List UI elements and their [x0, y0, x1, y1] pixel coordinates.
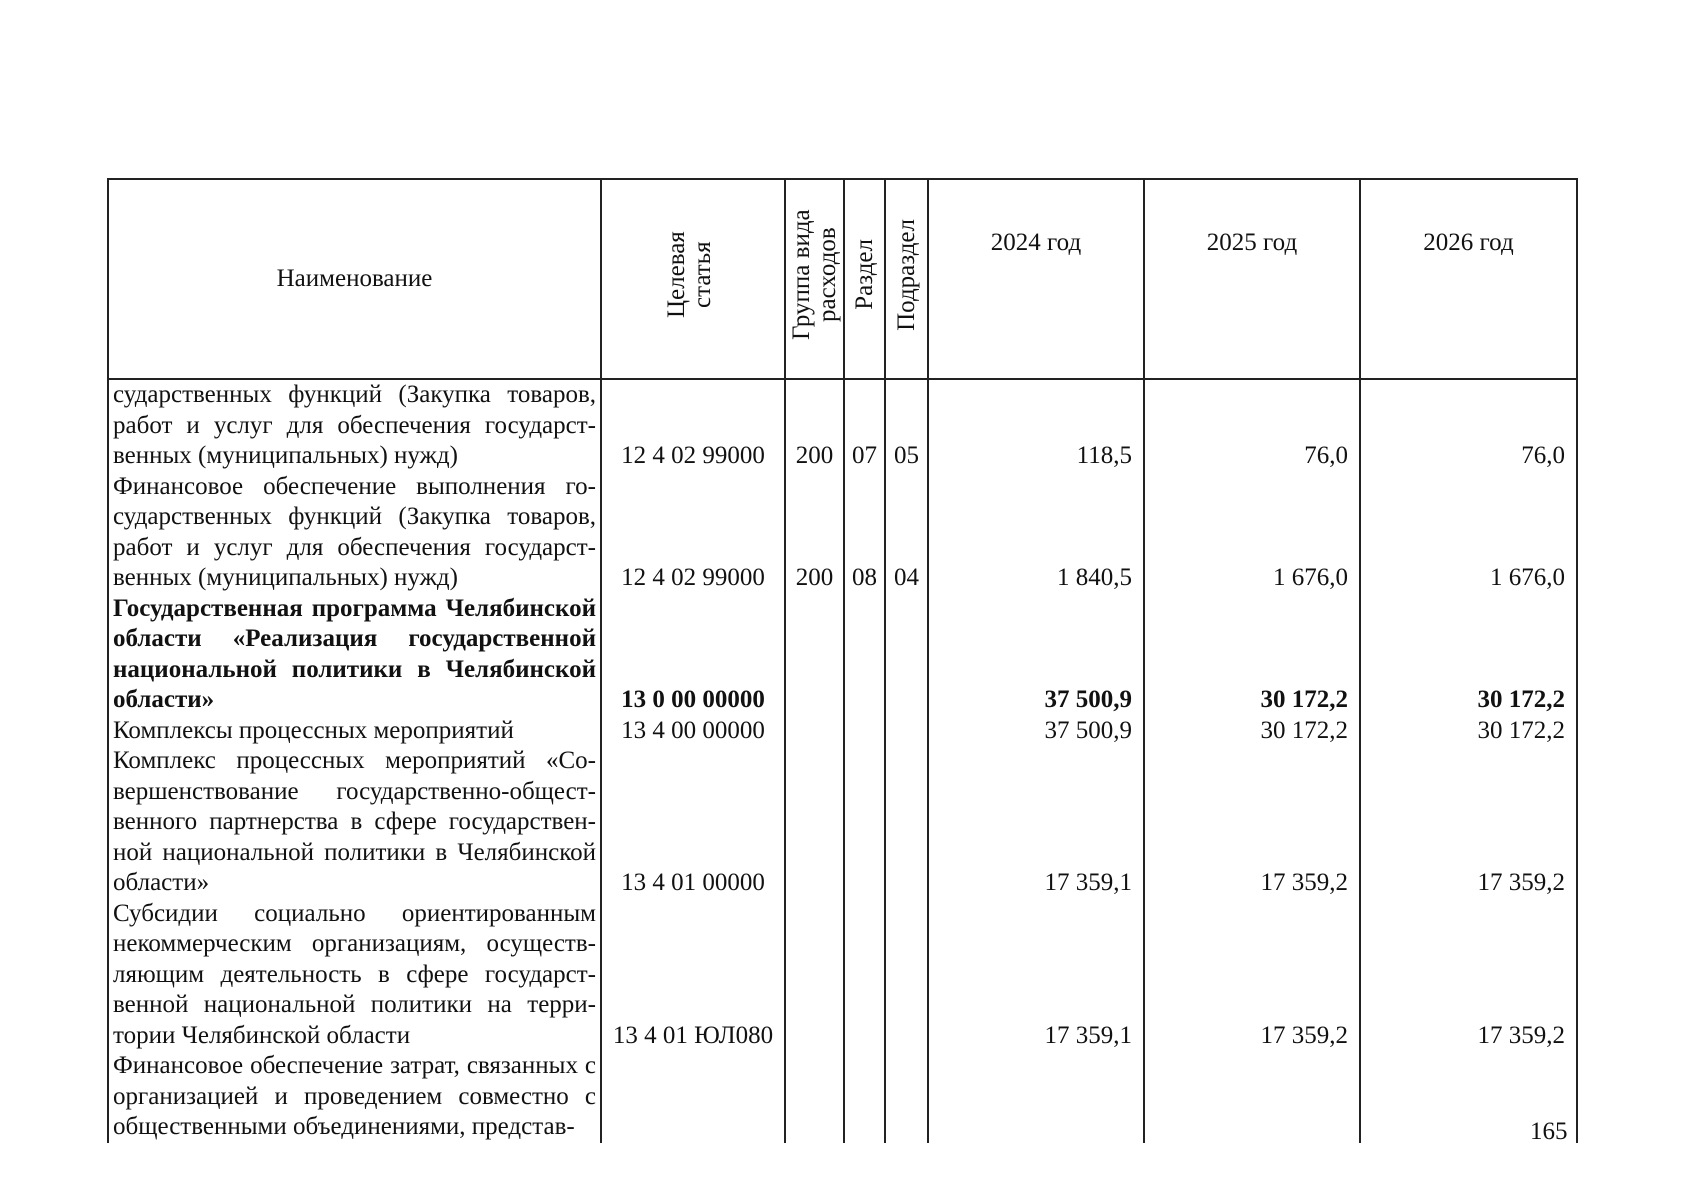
row-2025: 17 359,2: [1144, 899, 1360, 1052]
row-target: 13 4 01 00000: [601, 746, 785, 899]
row-section: [844, 594, 885, 716]
row-group: [785, 716, 844, 747]
row-2025: 30 172,2: [1144, 716, 1360, 747]
table-row: [108, 746, 1577, 899]
row-group: [785, 746, 844, 899]
row-subsection: [885, 899, 928, 1052]
row-2024: 17 359,1: [928, 899, 1144, 1052]
row-target: 13 4 00 00000: [601, 716, 785, 747]
table-row: [108, 899, 1577, 1052]
header-year-2026: 2026 год: [1360, 179, 1577, 379]
row-name: Финансовое обеспечение выполнения государственных функций (Закупка товаров, работ и услуг для обеспечения государственных (муниципальных) нужд): [108, 472, 601, 594]
header-target: Целевая статья: [601, 179, 785, 379]
row-group: 200: [785, 379, 844, 472]
row-name: Государственная программа Челябинской области «Реализация государственной национальной политики в Челябинской области»: [108, 594, 601, 716]
row-subsection: 05: [885, 379, 928, 472]
row-name: Комплексы процессных мероприятий: [108, 716, 601, 747]
table-header-row: [108, 179, 1577, 379]
row-2026: 30 172,2: [1360, 594, 1577, 716]
row-2025: 30 172,2: [1144, 594, 1360, 716]
row-section: 07: [844, 379, 885, 472]
row-section: [844, 899, 885, 1052]
header-year-2025: 2025 год: [1144, 179, 1360, 379]
row-subsection: [885, 716, 928, 747]
row-name: Комплекс процессных мероприятий «Совершенствование государственно-общественного партнерства в сфере государственной национальной политики в Челябинской области»: [108, 746, 601, 899]
row-2024: 1 840,5: [928, 472, 1144, 594]
row-group: 200: [785, 472, 844, 594]
row-2024: 37 500,9: [928, 594, 1144, 716]
row-2024: 118,5: [928, 379, 1144, 472]
row-2026: 17 359,2: [1360, 746, 1577, 899]
budget-table: [107, 178, 1578, 1143]
row-target: 13 0 00 00000: [601, 594, 785, 716]
row-2025: [1144, 1051, 1360, 1143]
row-target: 12 4 02 99000: [601, 379, 785, 472]
row-section: [844, 746, 885, 899]
row-section: [844, 716, 885, 747]
row-group: [785, 899, 844, 1052]
row-section: 08: [844, 472, 885, 594]
table-row: [108, 1051, 1577, 1143]
row-2025: 76,0: [1144, 379, 1360, 472]
row-2024: 17 359,1: [928, 746, 1144, 899]
header-section: Раздел: [844, 179, 885, 379]
table-row: [108, 472, 1577, 594]
row-2025: 1 676,0: [1144, 472, 1360, 594]
row-target: 12 4 02 99000: [601, 472, 785, 594]
row-2026: 17 359,2: [1360, 899, 1577, 1052]
row-subsection: [885, 594, 928, 716]
row-group: [785, 594, 844, 716]
row-name: сударственных функций (Закупка товаров, работ и услуг для обеспечения государственных (муниципальных) нужд): [108, 379, 601, 472]
row-name: Субсидии социально ориентированным некоммерческим организациям, осуществляющим деятельность в сфере государственной национальной политики на территории Челябинской области: [108, 899, 601, 1052]
table-row: [108, 716, 1577, 747]
header-group: Группа вида расходов: [785, 179, 844, 379]
row-subsection: [885, 746, 928, 899]
row-subsection: 04: [885, 472, 928, 594]
table-row: [108, 379, 1577, 472]
header-name: Наименование: [108, 179, 601, 379]
row-name: Финансовое обеспечение затрат, связанных с организацией и проведением совместно с общественными объединениями, представ-: [108, 1051, 601, 1143]
row-2025: 17 359,2: [1144, 746, 1360, 899]
row-2026: 30 172,2: [1360, 716, 1577, 747]
page-number: 165: [1530, 1118, 1568, 1145]
header-subsection: Подраздел: [885, 179, 928, 379]
row-target: 13 4 01 ЮЛ080: [601, 899, 785, 1052]
row-2024: [928, 1051, 1144, 1143]
row-section: [844, 1051, 885, 1143]
row-2026: 76,0: [1360, 379, 1577, 472]
row-2026: 1 676,0: [1360, 472, 1577, 594]
header-year-2024: 2024 год: [928, 179, 1144, 379]
row-target: [601, 1051, 785, 1143]
row-group: [785, 1051, 844, 1143]
row-subsection: [885, 1051, 928, 1143]
row-2024: 37 500,9: [928, 716, 1144, 747]
table-row: [108, 594, 1577, 716]
